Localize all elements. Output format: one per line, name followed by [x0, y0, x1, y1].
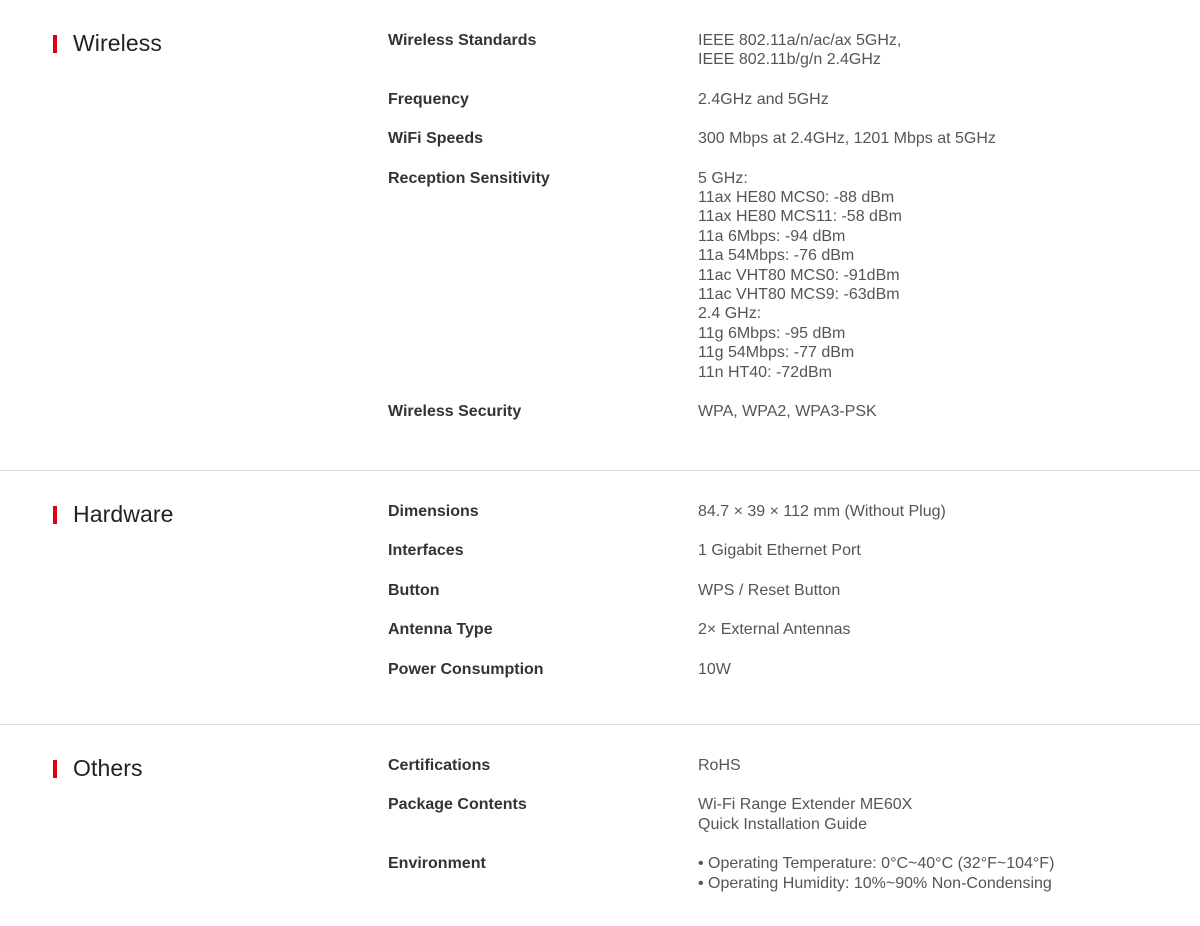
- red-bar-marker-icon: [53, 35, 57, 53]
- spec-value: [698, 502, 1178, 521]
- spec-label: Dimensions: [388, 503, 479, 520]
- section-title: Others: [73, 755, 143, 781]
- spec-value-line: 300 Mbps at 2.4GHz, 1201 Mbps at 5GHz: [698, 130, 996, 148]
- spec-label: Wireless Security: [388, 403, 522, 421]
- spec-value-line: 11g 6Mbps: -95 dBm: [698, 324, 846, 342]
- spec-value-line: IEEE 802.11b/g/n 2.4GHz: [698, 51, 881, 69]
- spec-value-line: 11ac VHT80 MCS0: -91dBm: [698, 266, 900, 284]
- spec-value-line: 1 Gigabit Ethernet Port: [698, 542, 861, 560]
- spec-row: [388, 620, 1178, 639]
- spec-value: [698, 620, 1178, 639]
- spec-value-line: WPA, WPA2, WPA3-PSK: [698, 403, 877, 421]
- section-header: [53, 755, 143, 782]
- spec-row: [388, 502, 1178, 521]
- spec-row: [388, 31, 1178, 70]
- spec-value-line: 2× External Antennas: [698, 621, 851, 639]
- spec-value-line: 2.4GHz and 5GHz: [698, 90, 829, 108]
- spec-value: [698, 541, 1178, 560]
- spec-value-line: 5 GHz:: [698, 169, 748, 187]
- spec-value: [698, 90, 1178, 109]
- spec-label: Frequency: [388, 90, 469, 108]
- section-title: Hardware: [73, 501, 174, 527]
- spec-value-line: 11a 6Mbps: -94 dBm: [698, 227, 846, 245]
- spec-value-line: • Operating Humidity: 10%~90% Non-Condensing: [698, 874, 1052, 892]
- spec-label: Certifications: [388, 757, 491, 774]
- spec-row: [388, 795, 1178, 834]
- spec-value-line: 11ax HE80 MCS0: -88 dBm: [698, 189, 895, 207]
- spec-row: [388, 90, 1178, 109]
- section-others: [0, 725, 1200, 926]
- spec-label: Power Consumption: [388, 660, 544, 678]
- spec-row: [388, 402, 1178, 421]
- spec-row: [388, 169, 1178, 382]
- spec-value-line: 10W: [698, 660, 731, 678]
- spec-value-line: 2.4 GHz:: [698, 305, 762, 323]
- section-hardware: [0, 471, 1200, 725]
- spec-label: Button: [388, 581, 440, 599]
- spec-value-line: Wi-Fi Range Extender ME60X: [698, 796, 913, 814]
- spec-value-line: Quick Installation Guide: [698, 815, 867, 833]
- spec-row: [388, 581, 1178, 600]
- spec-value: [698, 169, 1178, 382]
- red-bar-marker-icon: [53, 760, 57, 778]
- spec-row: [388, 660, 1178, 679]
- spec-label: Interfaces: [388, 542, 464, 560]
- spec-value-line: 84.7 × 39 × 112 mm (Without Plug): [698, 503, 946, 520]
- red-bar-marker-icon: [53, 506, 57, 524]
- spec-value-line: 11g 54Mbps: -77 dBm: [698, 344, 855, 362]
- spec-value-line: 11ac VHT80 MCS9: -63dBm: [698, 286, 900, 304]
- spec-value: [698, 795, 1178, 834]
- spec-row: [388, 541, 1178, 560]
- spec-value: [698, 756, 1178, 775]
- spec-value-line: 11a 54Mbps: -76 dBm: [698, 247, 855, 265]
- spec-label: Antenna Type: [388, 621, 493, 639]
- spec-label: Wireless Standards: [388, 32, 537, 49]
- spec-label: Package Contents: [388, 796, 527, 814]
- section-title: Wireless: [73, 30, 162, 56]
- spec-value-line: • Operating Temperature: 0°C~40°C (32°F~104°F): [698, 855, 1055, 873]
- spec-label: Environment: [388, 855, 486, 873]
- spec-row: [388, 854, 1178, 893]
- spec-value: [698, 660, 1178, 679]
- spec-table: [388, 502, 1178, 699]
- spec-value-line: 11ax HE80 MCS11: -58 dBm: [698, 208, 902, 226]
- section-header: [53, 30, 162, 57]
- spec-value: [698, 402, 1178, 421]
- section-header: [53, 501, 174, 528]
- spec-value-line: 11n HT40: -72dBm: [698, 363, 832, 381]
- spec-table: [388, 31, 1178, 442]
- spec-table: [388, 756, 1178, 913]
- spec-value: [698, 129, 1178, 148]
- spec-row: [388, 756, 1178, 775]
- spec-value: [698, 31, 1178, 70]
- spec-value-line: IEEE 802.11a/n/ac/ax 5GHz,: [698, 32, 902, 49]
- spec-value: [698, 854, 1178, 893]
- spec-value-line: RoHS: [698, 757, 741, 774]
- spec-value: [698, 581, 1178, 600]
- spec-row: [388, 129, 1178, 148]
- spec-value-line: WPS / Reset Button: [698, 581, 841, 599]
- spec-label: Reception Sensitivity: [388, 169, 550, 187]
- spec-label: WiFi Speeds: [388, 130, 483, 148]
